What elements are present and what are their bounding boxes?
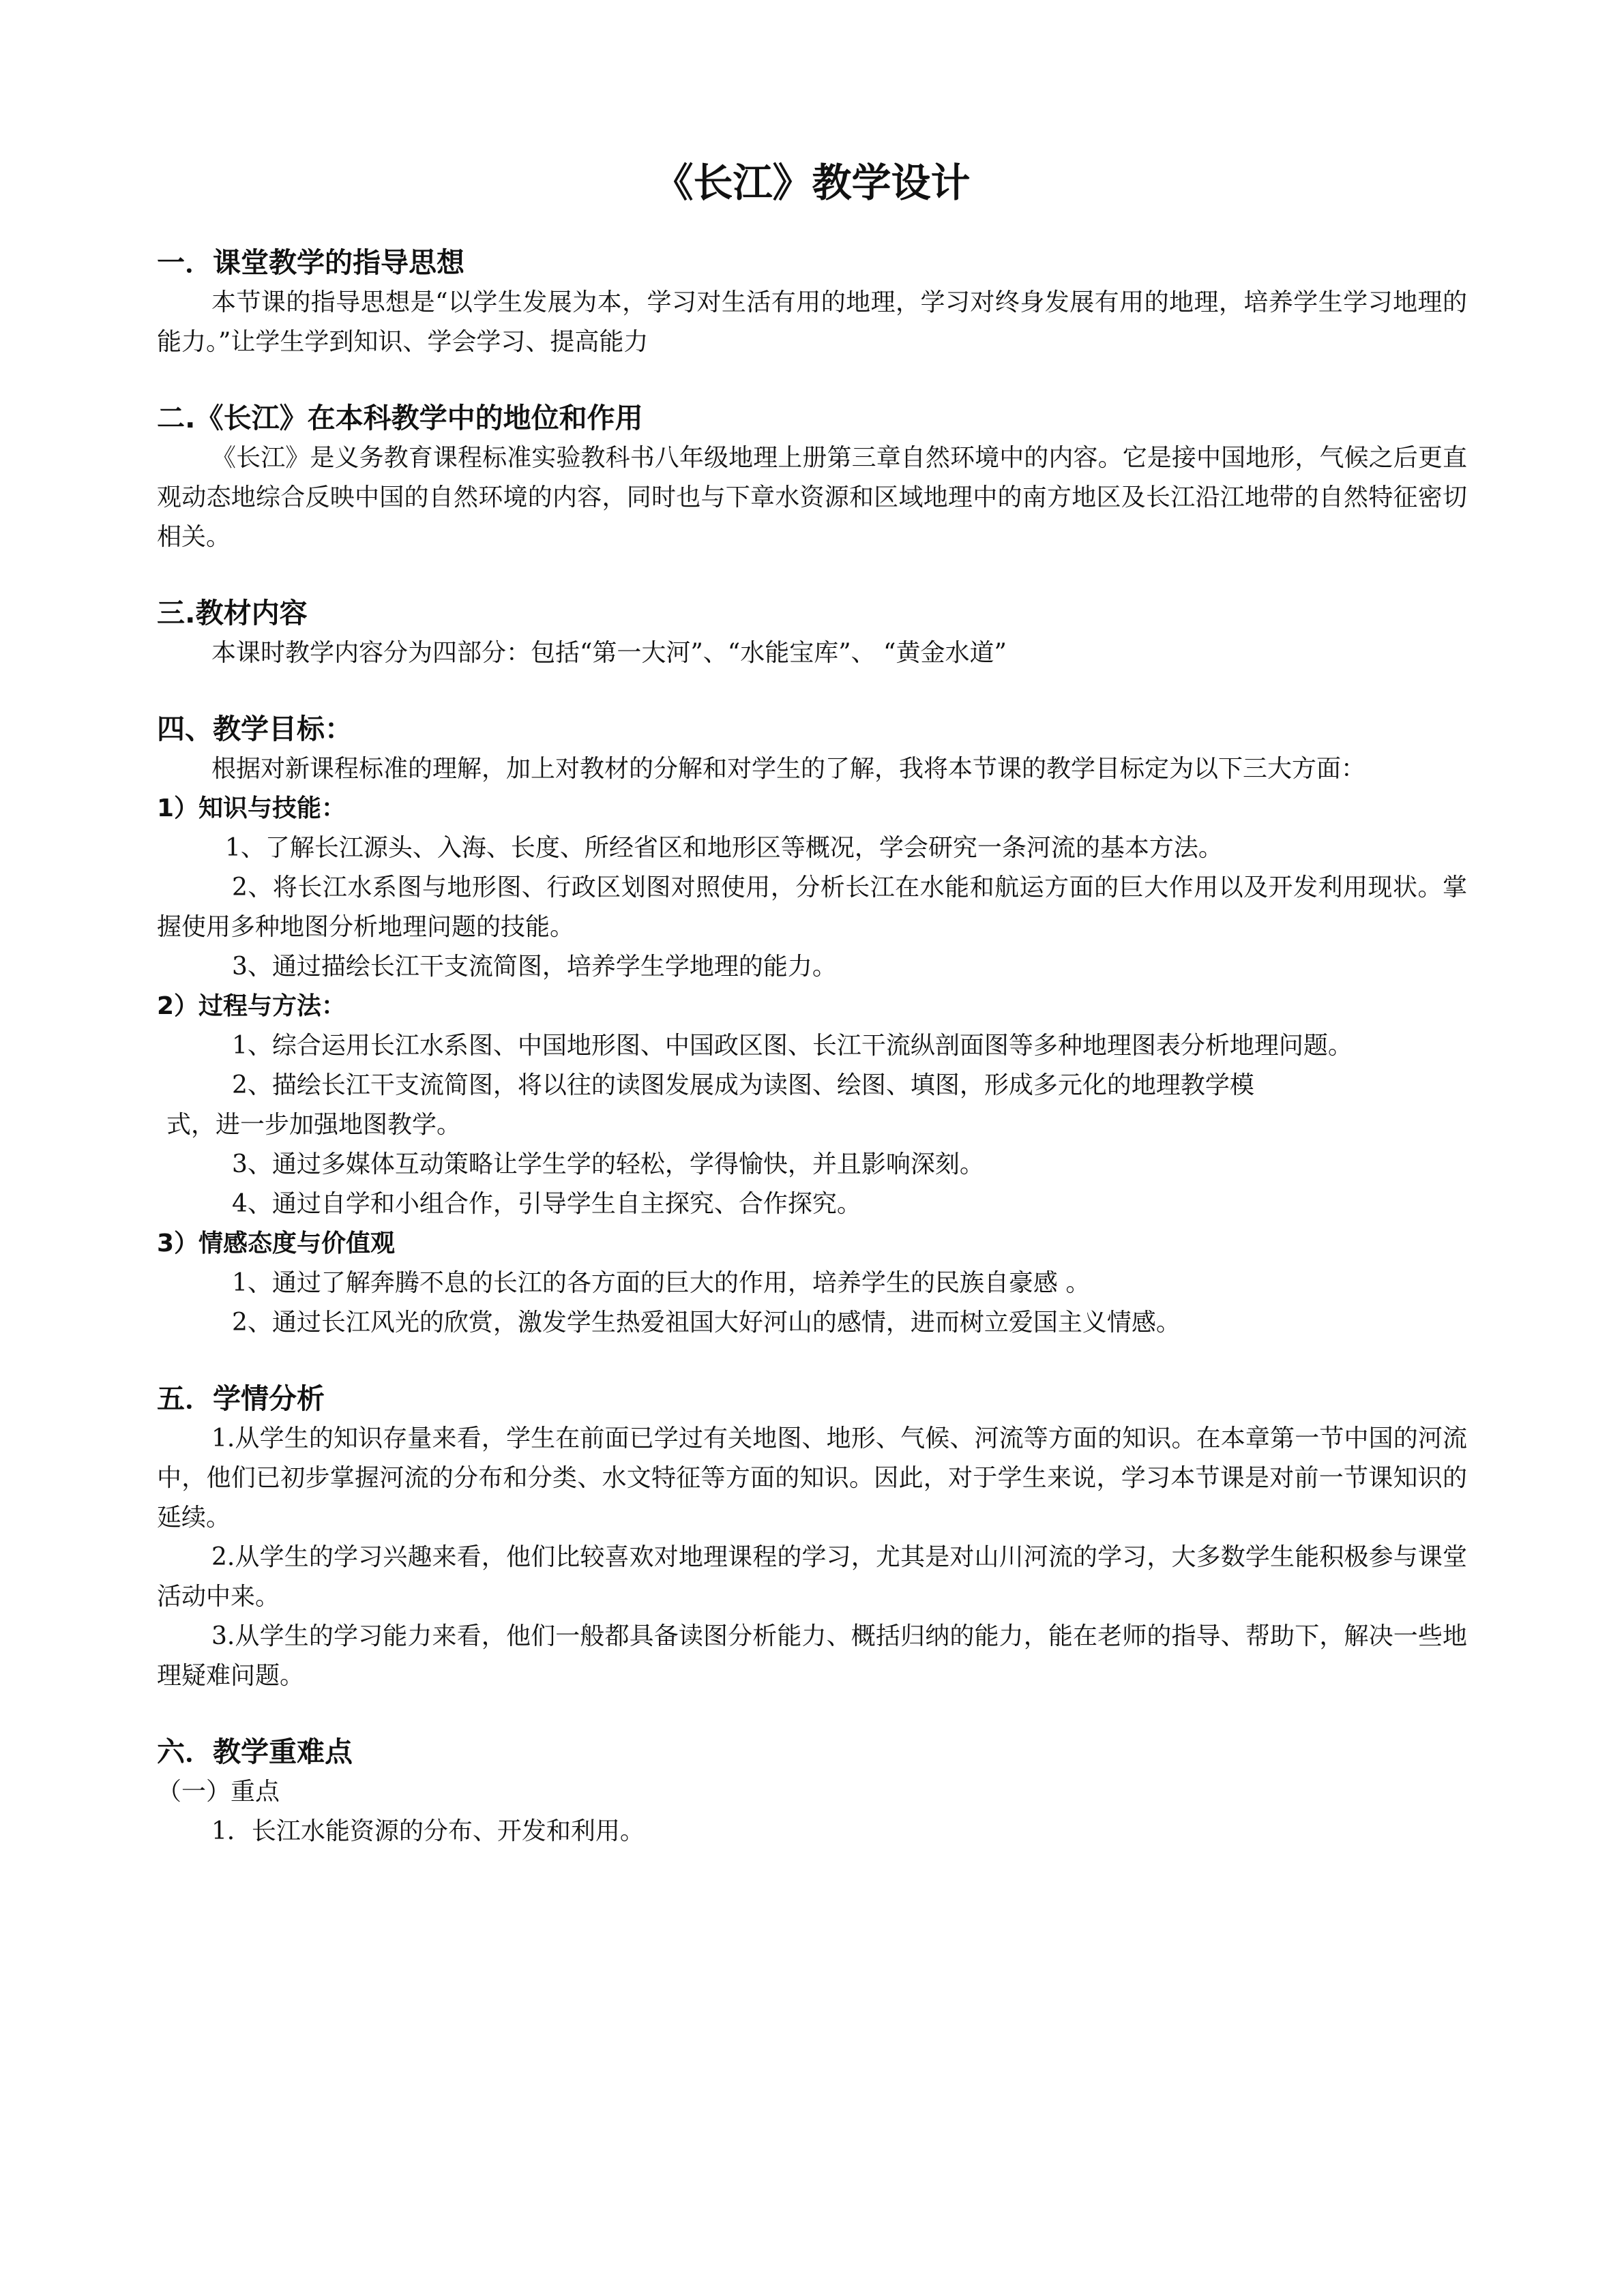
paragraph: 1.从学生的知识存量来看，学生在前面已学过有关地图、地形、气候、河流等方面的知识。在本章第一节中国的河流中，他们已初步掌握河流的分布和分类、水文特征等方面的知识。因此，对于学生来说，学习本节课是对前一节课知识的延续。: [157, 1425, 1467, 1532]
subsection-heading-process-methods: 2）过程与方法：: [157, 992, 346, 1020]
section-heading: 三.教材内容: [157, 597, 308, 629]
list-item: 1．长江水能资源的分布、开发和利用。: [211, 1817, 645, 1845]
list-item-continuation: 式，进一步加强地图教学。: [166, 1111, 462, 1139]
section-teaching-goals: [157, 709, 1467, 1343]
list-item: 2、将长江水系图与地形图、行政区划图对照使用，分析长江在水能和航运方面的巨大作用以及开发利用现状。掌握使用多种地图分析地理问题的技能。: [157, 874, 1467, 941]
section-heading: 一．课堂教学的指导思想: [157, 246, 464, 279]
list-item: 3、通过描绘长江干支流简图，培养学生学地理的能力。: [232, 953, 837, 981]
document-page: [157, 0, 1467, 2296]
list-item: 1、综合运用长江水系图、中国地形图、中国政区图、长江干流纵剖面图等多种地理图表分析地理问题。: [232, 1032, 1353, 1060]
list-item: 4、通过自学和小组合作，引导学生自主探究、合作探究。: [232, 1190, 861, 1218]
section-teaching-content: [157, 593, 1467, 673]
section-guiding-thought: [157, 242, 1467, 362]
section-heading: 二.《长江》在本科教学中的地位和作用: [157, 402, 643, 434]
subsection-heading-key-points: （一）重点: [157, 1778, 280, 1806]
paragraph: 根据对新课程标准的理解，加上对教材的分解和对学生的了解，我将本节课的教学目标定为以下三大方面：: [211, 755, 1366, 783]
section-key-difficult-points: [157, 1731, 1467, 1851]
section-heading: 六．教学重难点: [157, 1735, 353, 1768]
document-title: 《长江》教学设计: [653, 160, 971, 206]
document-body: [157, 242, 1467, 1851]
section-status-and-role: [157, 398, 1467, 557]
paragraph: 本节课的指导思想是“以学生发展为本，学习对生活有用的地理，学习对终身发展有用的地理，培养学生学习地理的能力。”让学生学到知识、学会学习、提高能力: [157, 288, 1467, 356]
paragraph: 《长江》是义务教育课程标准实验教科书八年级地理上册第三章自然环境中的内容。它是接中国地形，气候之后更直观动态地综合反映中国的自然环境的内容，同时也与下章水资源和区域地理中的南方地区及长江沿江地带的自然特征密切相关。: [157, 444, 1467, 551]
list-item: 1、了解长江源头、入海、长度、所经省区和地形区等概况，学会研究一条河流的基本方法。: [225, 834, 1223, 862]
paragraph: 2.从学生的学习兴趣来看，他们比较喜欢对地理课程的学习，尤其是对山川河流的学习，大多数学生能积极参与课堂活动中来。: [157, 1543, 1467, 1611]
subsection-heading-knowledge-skills: 1）知识与技能：: [157, 794, 346, 822]
list-item: 1、通过了解奔腾不息的长江的各方面的巨大的作用，培养学生的民族自豪感 。: [232, 1269, 1091, 1297]
section-student-analysis: [157, 1378, 1467, 1696]
paragraph: 本课时教学内容分为四部分：包括“第一大河”、“水能宝库”、 “黄金水道”: [211, 639, 1007, 667]
list-item: 2、描绘长江干支流简图，将以往的读图发展成为读图、绘图、填图，形成多元化的地理教学模: [232, 1071, 1254, 1099]
section-heading: 五．学情分析: [157, 1382, 325, 1415]
paragraph: 3.从学生的学习能力来看，他们一般都具备读图分析能力、概括归纳的能力，能在老师的指导、帮助下，解决一些地理疑难问题。: [157, 1622, 1467, 1690]
list-item: 3、通过多媒体互动策略让学生学的轻松，学得愉快，并且影响深刻。: [232, 1150, 984, 1178]
section-heading: 四、教学目标：: [157, 713, 353, 745]
subsection-heading-attitudes-values: 3）情感态度与价值观: [157, 1229, 396, 1257]
list-item: 2、通过长江风光的欣赏，激发学生热爱祖国大好河山的感情，进而树立爱国主义情感。: [232, 1309, 1181, 1337]
